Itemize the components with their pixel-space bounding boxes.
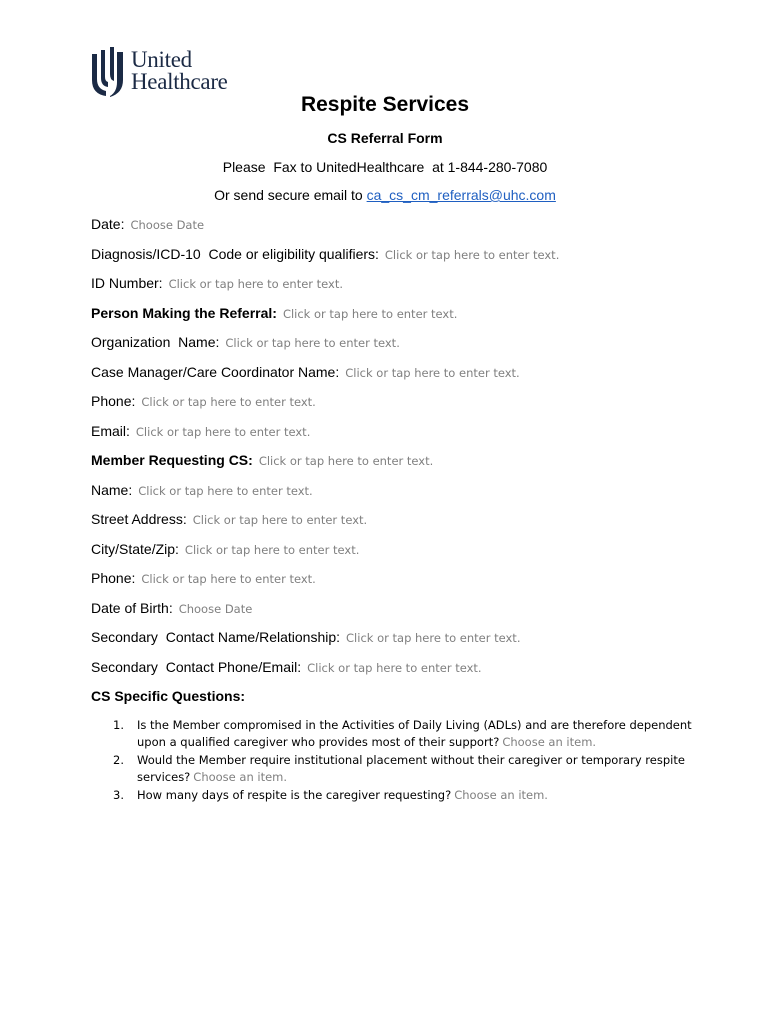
question-item — [113, 752, 693, 786]
field-row — [91, 246, 559, 262]
text-entry-field[interactable]: Click or tap here to enter text. — [384, 248, 560, 262]
text-entry-field[interactable]: Click or tap here to enter text. — [345, 366, 520, 380]
field-row — [91, 393, 316, 409]
field-label: Phone: — [91, 393, 136, 409]
field-label: Email: — [91, 423, 130, 439]
question-text: How many days of respite is the caregiver requesting? — [137, 788, 452, 802]
unitedhealthcare-u-logo-icon — [90, 46, 126, 98]
field-row — [91, 452, 433, 468]
field-row — [91, 511, 367, 527]
field-label: Secondary Contact Name/Relationship: — [91, 629, 341, 645]
field-label: ID Number: — [91, 275, 163, 291]
field-label: Street Address: — [91, 511, 187, 527]
question-number: 1. — [113, 718, 124, 732]
question-number: 2. — [113, 753, 124, 767]
question-number: 3. — [113, 788, 124, 802]
text-entry-field[interactable]: Click or tap here to enter text. — [192, 513, 368, 527]
text-entry-field[interactable]: Click or tap here to enter text. — [184, 543, 360, 557]
field-row — [91, 541, 359, 557]
field-row — [91, 482, 313, 498]
field-row — [91, 629, 520, 645]
logo-line-1: United — [131, 47, 192, 72]
email-prefix: Or send secure email to — [214, 187, 367, 203]
date-picker-field[interactable]: Choose Date — [178, 602, 253, 616]
field-row — [91, 334, 400, 350]
logo-line-2: Healthcare — [131, 69, 228, 94]
text-entry-field[interactable]: Click or tap here to enter text. — [135, 425, 311, 439]
form-subtitle: CS Referral Form — [327, 130, 443, 146]
text-entry-field[interactable]: Click or tap here to enter text. — [138, 484, 313, 498]
page-title: Respite Services — [300, 93, 470, 116]
field-label: Organization Name: — [91, 334, 220, 350]
field-row — [91, 216, 204, 232]
cs-questions-list — [113, 717, 693, 805]
referral-email-link[interactable]: ca_cs_cm_referrals@uhc.com — [366, 187, 556, 203]
question-item — [113, 787, 693, 804]
text-entry-field[interactable]: Click or tap here to enter text. — [258, 454, 434, 468]
choose-item-dropdown[interactable]: Choose an item. — [454, 788, 548, 802]
field-row — [91, 659, 482, 675]
field-row — [91, 600, 252, 616]
text-entry-field[interactable]: Click or tap here to enter text. — [168, 277, 344, 291]
fax-instruction: Please Fax to UnitedHealthcare at 1-844-280-7080 — [222, 159, 548, 175]
field-label: Date of Birth: — [91, 600, 173, 616]
text-entry-field[interactable]: Click or tap here to enter text. — [307, 661, 482, 675]
choose-item-dropdown[interactable]: Choose an item. — [193, 770, 288, 784]
field-row — [91, 570, 316, 586]
question-text: Would the Member require institutional placement without their caregiver or temporary respite services? — [137, 753, 685, 784]
text-entry-field[interactable]: Click or tap here to enter text. — [225, 336, 400, 350]
date-picker-field[interactable]: Choose Date — [130, 218, 205, 232]
field-label: Person Making the Referral: — [91, 305, 277, 321]
field-label: Date: — [91, 216, 125, 232]
field-label: Member Requesting CS: — [91, 452, 253, 468]
field-row — [91, 364, 520, 380]
question-text: Is the Member compromised in the Activities of Daily Living (ADLs) and are therefore dependent upon a qualified caregiver who provides most of their support? — [137, 718, 692, 749]
field-row — [91, 423, 310, 439]
email-instruction — [0, 187, 770, 203]
text-entry-field[interactable]: Click or tap here to enter text. — [282, 307, 458, 321]
choose-item-dropdown[interactable]: Choose an item. — [502, 735, 597, 749]
text-entry-field[interactable]: Click or tap here to enter text. — [141, 395, 316, 409]
field-label: City/State/Zip: — [91, 541, 179, 557]
unitedhealthcare-logo — [90, 46, 260, 98]
field-label: Case Manager/Care Coordinator Name: — [91, 364, 340, 380]
field-label: Secondary Contact Phone/Email: — [91, 659, 302, 675]
text-entry-field[interactable]: Click or tap here to enter text. — [346, 631, 521, 645]
field-label: Phone: — [91, 570, 136, 586]
cs-questions-heading: CS Specific Questions: — [91, 688, 246, 704]
field-label: Diagnosis/ICD-10 Code or eligibility qualifiers: — [91, 246, 379, 262]
field-row — [91, 305, 457, 321]
question-item — [113, 717, 693, 751]
field-label: Name: — [91, 482, 133, 498]
text-entry-field[interactable]: Click or tap here to enter text. — [141, 572, 316, 586]
field-row — [91, 275, 343, 291]
